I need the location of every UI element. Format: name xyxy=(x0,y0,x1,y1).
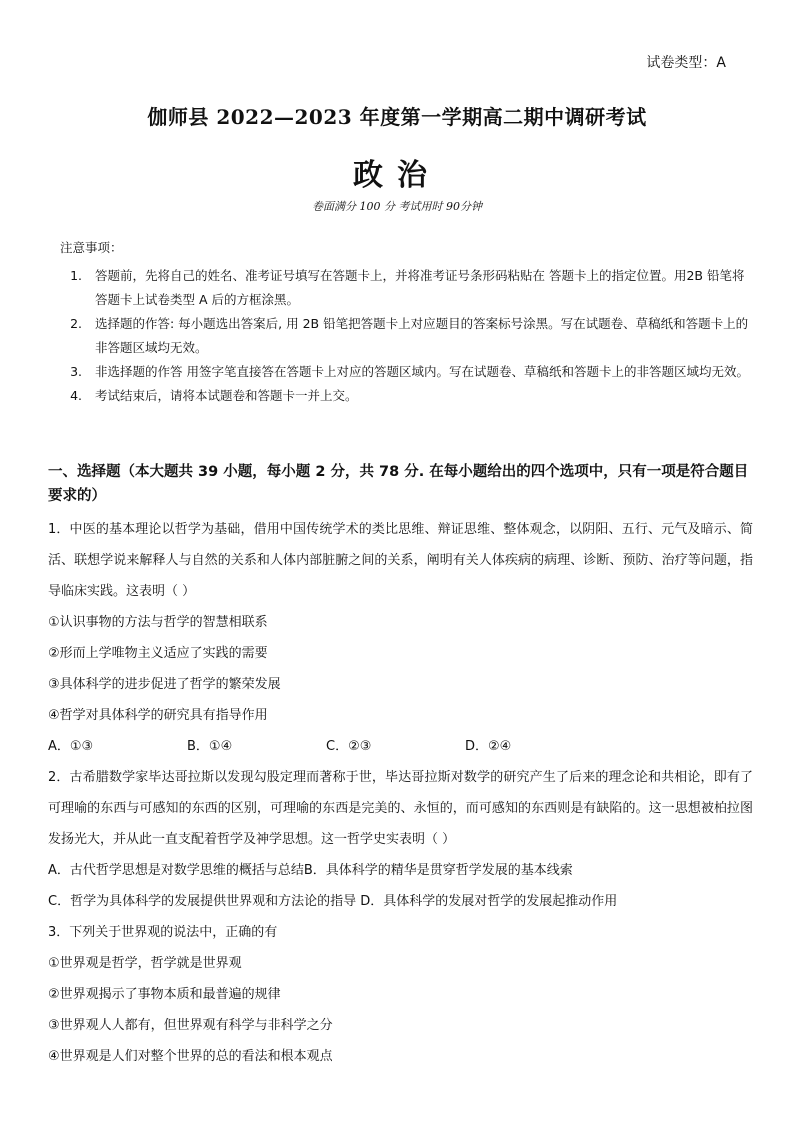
question-1 xyxy=(48,514,753,762)
notice-item-number: 2. xyxy=(70,316,82,331)
section-heading: 一、选择题（本大题共 39 小题，每小题 2 分，共 78 分. 在每小题给出的四个选项中，只有一项是符合题目要求的） xyxy=(48,464,749,504)
answer-options-line: A．古代哲学思想是对数学思维的概括与总结B．具体科学的精华是贯穿哲学发展的基本线索 xyxy=(48,863,573,878)
question-stem: 2．古希腊数学家毕达哥拉斯以发现勾股定理而著称于世，毕达哥拉斯对数学的研究产生了后来的理念论和共相论，即有了可理喻的东西与可感知的东西的区别，可理喻的东西是完美的、永恒的，而可感知的东西则是有缺陷的。这一思想被柏拉图发扬光大，并从此一直支配着哲学及神学思想。这一哲学史实表明（ ） xyxy=(48,770,753,847)
question-statement: ④世界观是人们对整个世界的总的看法和根本观点 xyxy=(48,1049,333,1064)
notice-item xyxy=(60,360,750,384)
question-statement: ②形而上学唯物主义适应了实践的需要 xyxy=(48,646,268,661)
question-statement: ①认识事物的方法与哲学的智慧相联系 xyxy=(48,615,268,630)
notice-item-text: 非选择题的作答 用签字笔直接答在答题卡上对应的答题区域内。写在试题卷、草稿纸和答题卡上的非答题区域均无效。 xyxy=(95,364,749,379)
exam-info: 卷面满分 100 分 考试用时 90分钟 xyxy=(312,200,482,213)
answer-option-a: A．①③ xyxy=(48,739,94,754)
notice-item xyxy=(60,384,750,408)
notice-item-number: 3. xyxy=(70,364,82,379)
notice-title: 注意事项： xyxy=(60,240,123,255)
notice-item-text: 答题前，先将自己的姓名、准考证号填写在答题卡上，并将准考证号条形码粘贴在 答题卡上的指定位置。用2B 铅笔将答题卡上试卷类型 A 后的方框涂黑。 xyxy=(95,268,745,307)
exam-title: 伽师县 2022—2023 年度第一学期高二期中调研考试 xyxy=(147,105,647,129)
notice-item-number: 1. xyxy=(70,268,82,283)
answer-options xyxy=(48,731,753,762)
question-statement: ④哲学对具体科学的研究具有指导作用 xyxy=(48,708,268,723)
question-statement: ③世界观人人都有，但世界观有科学与非科学之分 xyxy=(48,1018,333,1033)
question-3 xyxy=(48,917,753,1072)
notice-item-number: 4. xyxy=(70,388,82,403)
notice-item-text: 考试结束后，请将本试题卷和答题卡一并上交。 xyxy=(95,388,358,403)
question-2 xyxy=(48,762,753,917)
answer-option-d: D．②④ xyxy=(465,739,512,754)
question-stem: 3．下列关于世界观的说法中，正确的有 xyxy=(48,925,278,940)
multiple-choice-section xyxy=(48,460,753,1072)
notice-block xyxy=(60,238,750,408)
question-statement: ②世界观揭示了事物本质和最普遍的规律 xyxy=(48,987,281,1002)
question-stem: 1．中医的基本理论以哲学为基础，借用中国传统学术的类比思维、辩证思维、整体观念，以阴阳、五行、元气及暗示、简活、联想学说来解释人与自然的关系和人体内部脏腑之间的关系，阐明有关人体疾病的病理、诊断、预防、治疗等问题，指导临床实践。这表明（ ） xyxy=(48,522,753,599)
paper-type-label: 试卷类型：A xyxy=(646,55,726,71)
answer-option-b: B．①④ xyxy=(187,739,233,754)
notice-item-text: 选择题的作答: 每小题选出答案后, 用 2B 铅笔把答题卡上对应题目的答案标号涂黑。写在试题卷、草稿纸和答题卡上的非答题区域均无效。 xyxy=(95,316,749,355)
question-statement: ①世界观是哲学，哲学就是世界观 xyxy=(48,956,242,971)
subject-title: 政治 xyxy=(353,158,441,193)
notice-item xyxy=(60,264,750,312)
question-statement: ③具体科学的进步促进了哲学的繁荣发展 xyxy=(48,677,281,692)
notice-item xyxy=(60,312,750,360)
answer-option-c: C．②③ xyxy=(326,739,372,754)
answer-options-line: C．哲学为具体科学的发展提供世界观和方法论的指导 D．具体科学的发展对哲学的发展起推动作用 xyxy=(48,894,618,909)
